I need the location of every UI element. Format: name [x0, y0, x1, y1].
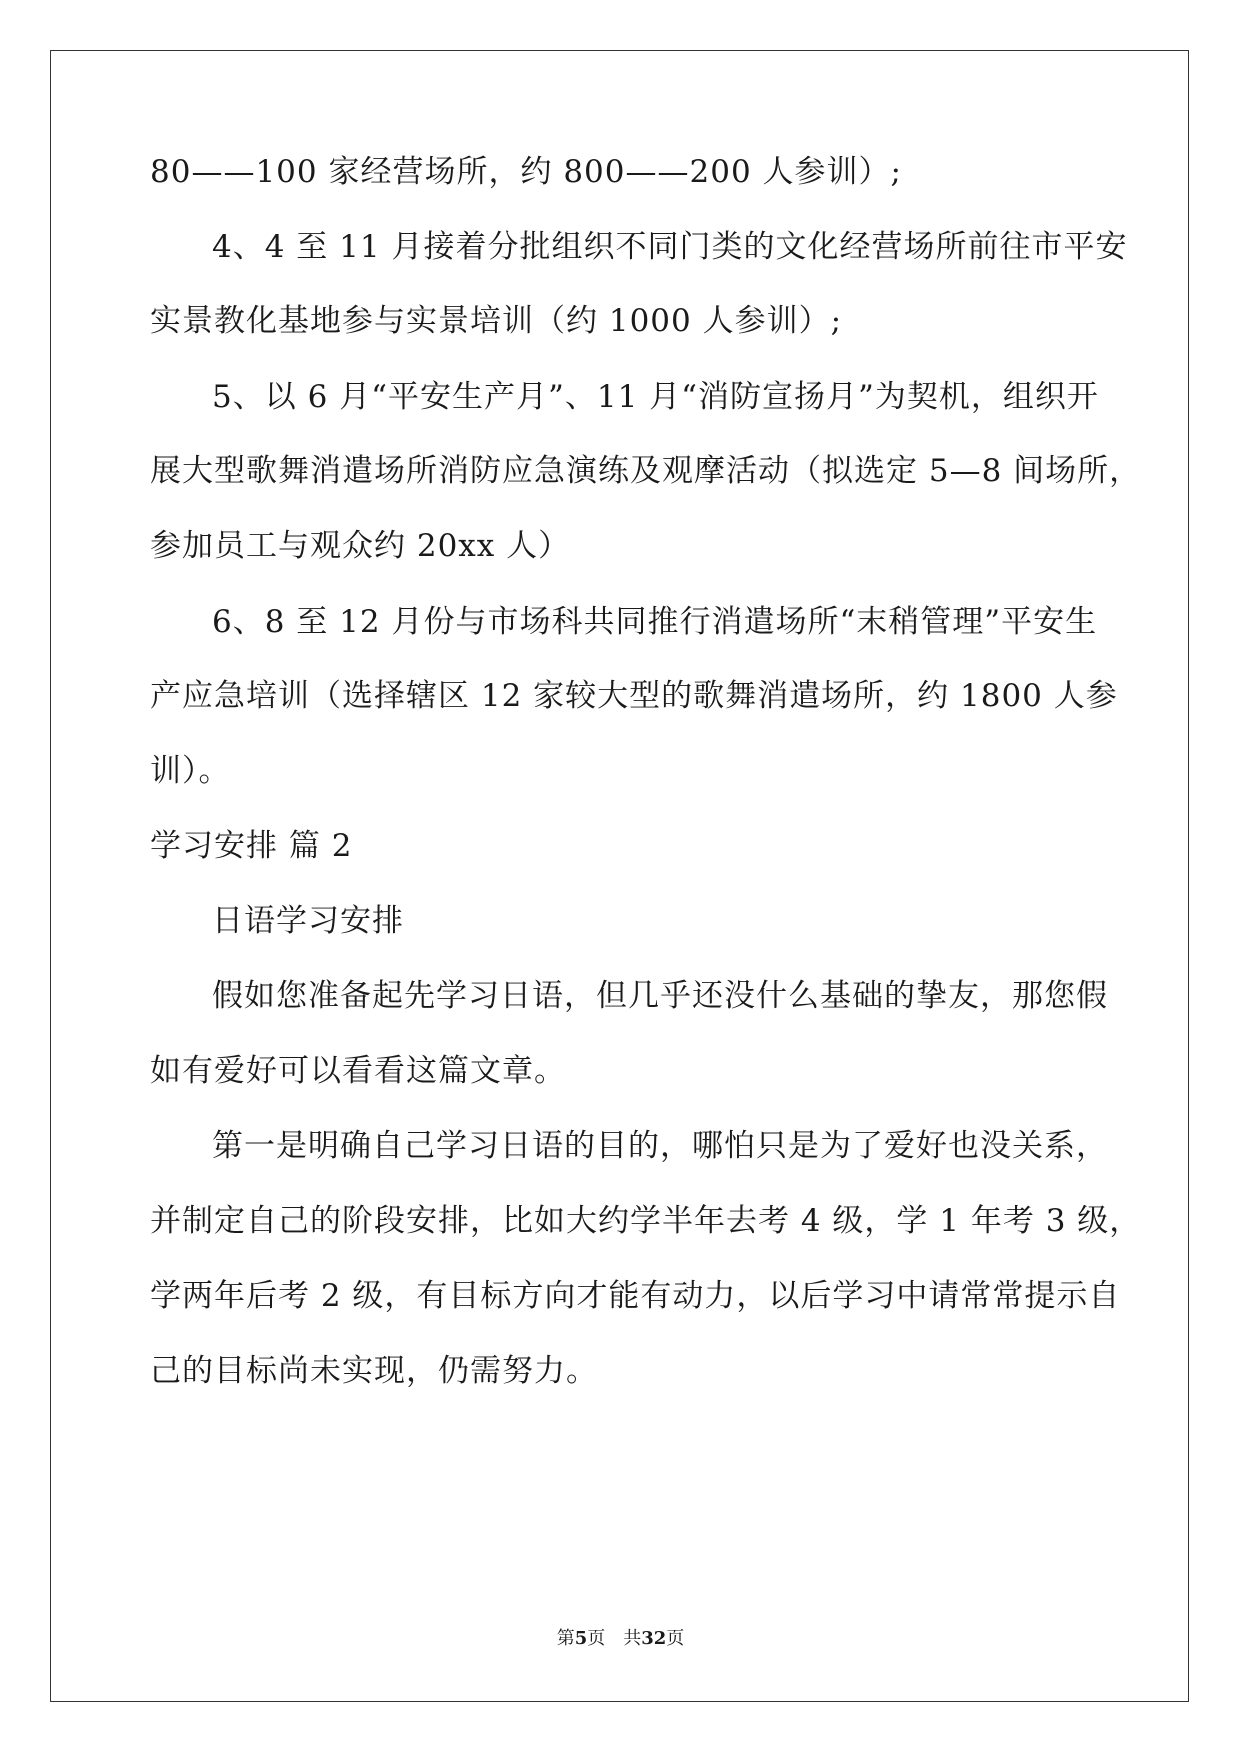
body-line: 展大型歌舞消遣场所消防应急演练及观摩活动（拟选定 5—8 间场所，	[150, 453, 1142, 489]
body-line: 产应急培训（选择辖区 12 家较大型的歌舞消遣场所，约 1800 人参	[150, 678, 1118, 714]
body-line: 第一是明确自己学习日语的目的，哪怕只是为了爱好也没关系，	[212, 1128, 1108, 1164]
body-line: 假如您准备起先学习日语，但几乎还没什么基础的挚友，那您假	[212, 978, 1108, 1014]
footer-mid: 页 共	[587, 1628, 642, 1649]
body-line: 参加员工与观众约 20xx 人）	[150, 528, 571, 564]
body-line: 80——100 家经营场所，约 800——200 人参训）;	[150, 154, 902, 190]
body-line: 学两年后考 2 级，有目标方向才能有动力，以后学习中请常常提示自	[150, 1278, 1121, 1314]
footer-prefix: 第	[556, 1628, 575, 1649]
body-line: 如有爱好可以看看这篇文章。	[150, 1053, 566, 1089]
body-line: 己的目标尚未实现，仍需努力。	[150, 1353, 598, 1389]
body-line: 并制定自己的阶段安排，比如大约学半年去考 4 级，学 1 年考 3 级，	[150, 1203, 1142, 1239]
section-heading: 学习安排 篇 2	[150, 828, 353, 864]
article-title: 日语学习安排	[212, 903, 404, 939]
page-footer	[0, 1627, 1241, 1651]
page-border	[50, 50, 1189, 1702]
page-total: 32	[641, 1628, 667, 1649]
body-line: 实景教化基地参与实景培训（约 1000 人参训）;	[150, 303, 843, 339]
body-line: 训）。	[150, 753, 231, 789]
page-number: 5	[574, 1628, 588, 1649]
body-line: 6、8 至 12 月份与市场科共同推行消遣场所“末稍管理”平安生	[212, 604, 1098, 640]
footer-suffix: 页	[666, 1628, 685, 1649]
body-line: 4、4 至 11 月接着分批组织不同门类的文化经营场所前往市平安	[212, 229, 1128, 265]
body-line: 5、以 6 月“平安生产月”、11 月“消防宣扬月”为契机，组织开	[212, 379, 1099, 415]
